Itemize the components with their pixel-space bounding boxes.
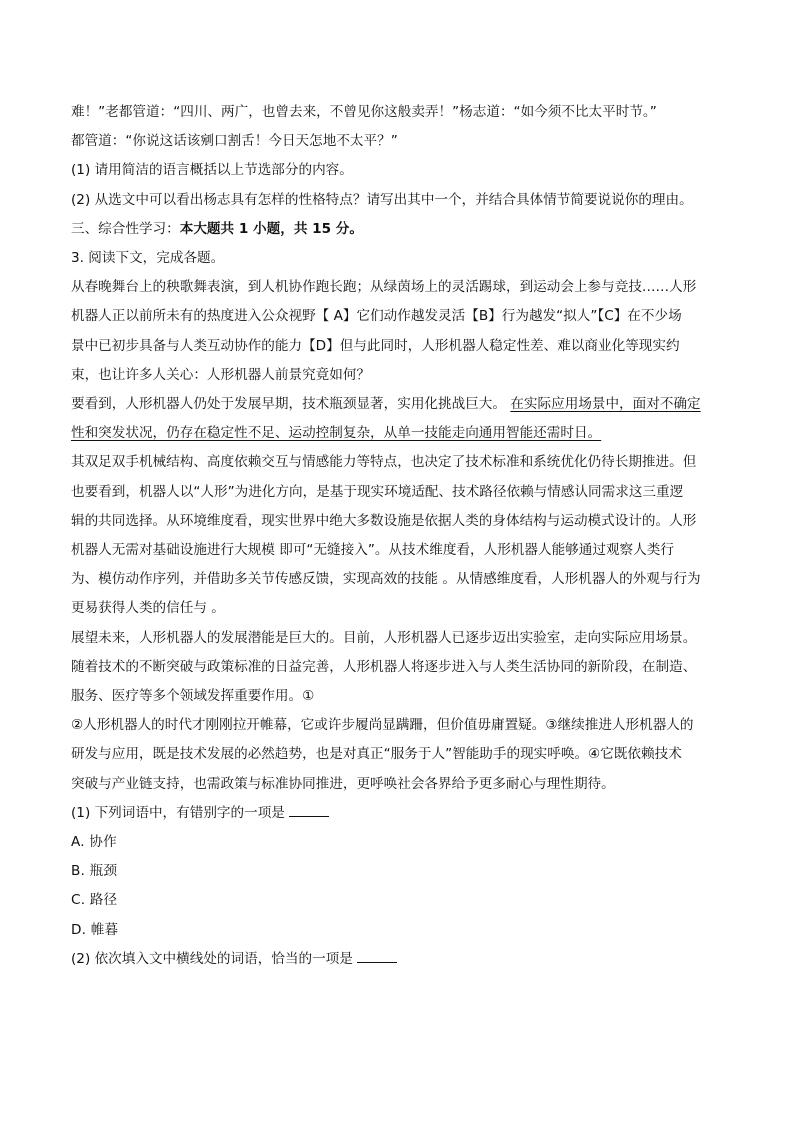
paragraph-3-line: 辑的共同选择。从环境维度看，现实世界中绝大多数设施是依据人类的身体结构与运动模式设计的。人形 — [71, 512, 697, 529]
paragraph-4-line: 展望未来，人形机器人的发展潜能是巨大的。目前，人形机器人已逐步迈出实验室，走向实际应用场景。 — [71, 629, 697, 646]
option-b[interactable]: B. 瓶颈 — [71, 863, 118, 880]
option-a[interactable]: A. 协作 — [71, 834, 117, 851]
paragraph-4-line: 随着技术的不断突破与政策标准的日益完善，人形机器人将逐步进入与人类生活协同的新阶段，在制造、 — [71, 658, 697, 675]
paragraph-1-line: 机器人正以前所未有的热度进入公众视野【 A】它们动作越发灵活【B】行为越发“拟人”【C】在不少场 — [71, 308, 682, 325]
option-c[interactable]: C. 路径 — [71, 892, 118, 909]
answer-blank[interactable] — [357, 948, 397, 963]
paragraph-3-line: 其双足双手机械结构、高度依赖交互与情感能力等特点，也决定了技术标准和系统优化仍待长期推进。但 — [71, 454, 697, 471]
paragraph-3-line: 也要看到，机器人以“人形”为进化方向，是基于现实环境适配、技术路径依赖与情感认同需求这三重逻 — [71, 483, 684, 500]
paragraph-1-line: 从春晚舞台上的秧歌舞表演，到人机协作跑长跑；从绿茵场上的灵活踢球，到运动会上参与竞技……人形 — [71, 279, 697, 296]
paragraph-5-line: 研发与应用，既是技术发展的必然趋势，也是对真正“服务于人”智能助手的现实呼唤。④它既依赖技术 — [71, 746, 682, 763]
paragraph-3-line: 机器人无需对基础设施进行大规模 即可“无缝接入”。从技术维度看，人形机器人能够通过观察人类行 — [71, 542, 674, 559]
paragraph-1-line: 束，也让许多人关心：人形机器人前景究竟如何？ — [71, 366, 371, 383]
passage-line: 难！”老都管道：“四川、两广，也曾去来，不曾见你这般卖弄！”杨志道：“如今须不比太平时节。” — [71, 104, 657, 120]
question-2-sub-2: (2) 从选文中可以看出杨志具有怎样的性格特点？请写出其中一个，并结合具体情节简要说说你的理由。 — [71, 191, 693, 208]
section-3-heading — [71, 215, 723, 244]
sub-question-2-stem: (2) 依次填入文中横线处的词语，恰当的一项是 — [71, 950, 353, 967]
section-3-bold: 本大题共 1 小题，共 15 分。 — [179, 220, 363, 237]
passage-line: 都管道：“你说这话该剜口割舌！今日天怎地不太平？” — [71, 133, 398, 150]
paragraph-5-line: ②人形机器人的时代才刚刚拉开帷幕，它或许步履尚显蹒跚，但价值毋庸置疑。③继续推进人形机器人的 — [71, 717, 694, 734]
sub-question-2 — [71, 945, 723, 974]
paragraph-2-plain: 要看到，人形机器人仍处于发展早期，技术瓶颈显著，实用化挑战巨大。 — [71, 396, 506, 413]
paragraph-5-line: 突破与产业链支持，也需政策与标准协同推进，更呼唤社会各界给予更多耐心与理性期待。 — [71, 775, 615, 792]
exam-page — [71, 98, 723, 974]
question-3-stem: 3. 阅读下文，完成各题。 — [71, 250, 225, 267]
answer-blank[interactable] — [289, 802, 329, 817]
section-3-prefix: 三、综合性学习： — [71, 220, 180, 237]
paragraph-3-line: 更易获得人类的信任与 。 — [71, 600, 225, 617]
sub-question-1 — [71, 799, 723, 828]
paragraph-2-line — [71, 390, 723, 419]
underlined-sentence-start: 在实际应用场景中，面对不确定 — [510, 396, 701, 413]
paragraph-4-line: 服务、医疗等多个领域发挥重要作用。① — [71, 688, 315, 705]
sub-question-1-stem: (1) 下列词语中，有错别字的一项是 — [71, 804, 285, 821]
paragraph-2-line — [71, 419, 723, 448]
question-2-sub-1: (1) 请用简洁的语言概括以上节选部分的内容。 — [71, 162, 353, 179]
underlined-sentence-end: 性和突发状况，仍存在稳定性不足、运动控制复杂，从单一技能走向通用智能还需时日。 — [71, 425, 602, 442]
option-d[interactable]: D. 帷暮 — [71, 921, 119, 938]
paragraph-1-line: 景中已初步具备与人类互动协作的能力【D】但与此同时，人形机器人稳定性差、难以商业化等现实约 — [71, 337, 680, 354]
paragraph-3-line: 为、模仿动作序列，并借助多关节传感反馈，实现高效的技能 。从情感维度看，人形机器人的外观与行为 — [71, 571, 701, 588]
